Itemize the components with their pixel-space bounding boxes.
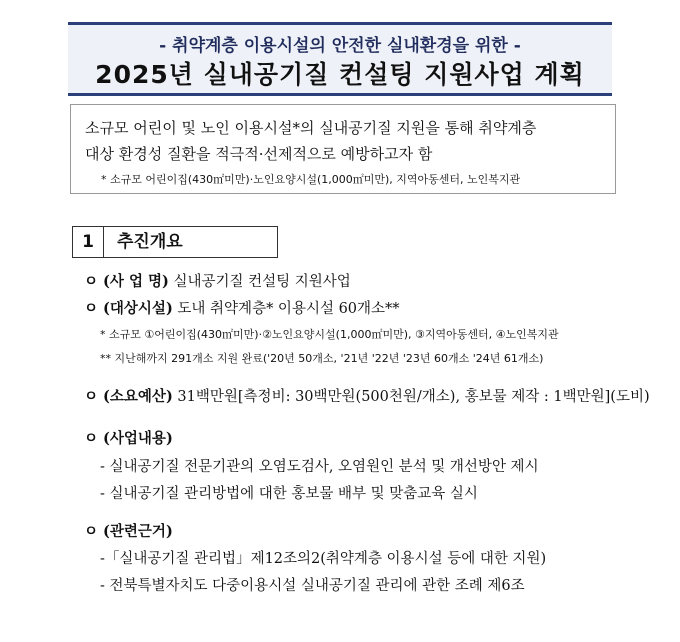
item-value: 도내 취약계층* 이용시설 60개소** [177,301,400,317]
section-number: 1 [73,227,104,257]
section-title: 추진개요 [117,232,183,252]
section-heading [72,226,278,258]
title-banner [68,22,612,96]
summary-box [70,104,616,194]
item-content-label: ㅇ (사업내용) [84,430,173,447]
basis-line-2: - 전북특별자치도 다중이용시설 실내공기질 관리에 관한 조례 제6조 [100,578,525,594]
document-subtitle: - 취약계층 이용시설의 안전한 실내환경을 위한 - [159,36,521,56]
item-label: ㅇ (소요예산) [84,388,173,405]
item-basis-label: ㅇ (관련근거) [84,523,173,540]
item-label: ㅇ (사 업 명) [84,273,169,290]
target-note-2: ** 지난해까지 291개소 지원 완료('20년 50개소, '21년 '22년 '23년 60개소 '24년 61개소) [100,352,544,365]
document-title: 2025년 실내공기질 컨설팅 지원사업 계획 [95,60,585,89]
target-note-1: * 소규모 ①어린이집(430㎡미만)·②노인요양시설(1,000㎡미만), ③지역아동센터, ④노인복지관 [100,328,559,341]
item-value: 31백만원[측정비: 30백만원(500천원/개소), 홍보물 제작 : 1백만원](도비) [177,389,650,405]
summary-line-2: 대상 환경성 질환을 적극적·선제적으로 예방하고자 함 [85,145,433,163]
content-line-1: - 실내공기질 전문기관의 오염도검사, 오염원인 분석 및 개선방안 제시 [100,459,539,475]
item-value: 실내공기질 컨설팅 지원사업 [173,274,351,290]
item-target [84,297,400,318]
summary-line-1: 소규모 어린이 및 노인 이용시설*의 실내공기질 지원을 통해 취약계층 [85,119,537,137]
item-project-name [84,270,351,291]
summary-note: * 소규모 어린이집(430㎡미만)·노인요양시설(1,000㎡미만), 지역아동센터, 노인복지관 [101,173,521,186]
item-budget [84,385,650,406]
basis-line-1: -「실내공기질 관리법」제12조의2(취약계층 이용시설 등에 대한 지원) [100,551,547,567]
content-line-2: - 실내공기질 관리방법에 대한 홍보물 배부 및 맞춤교육 실시 [100,486,478,502]
item-label: ㅇ (대상시설) [84,300,173,317]
